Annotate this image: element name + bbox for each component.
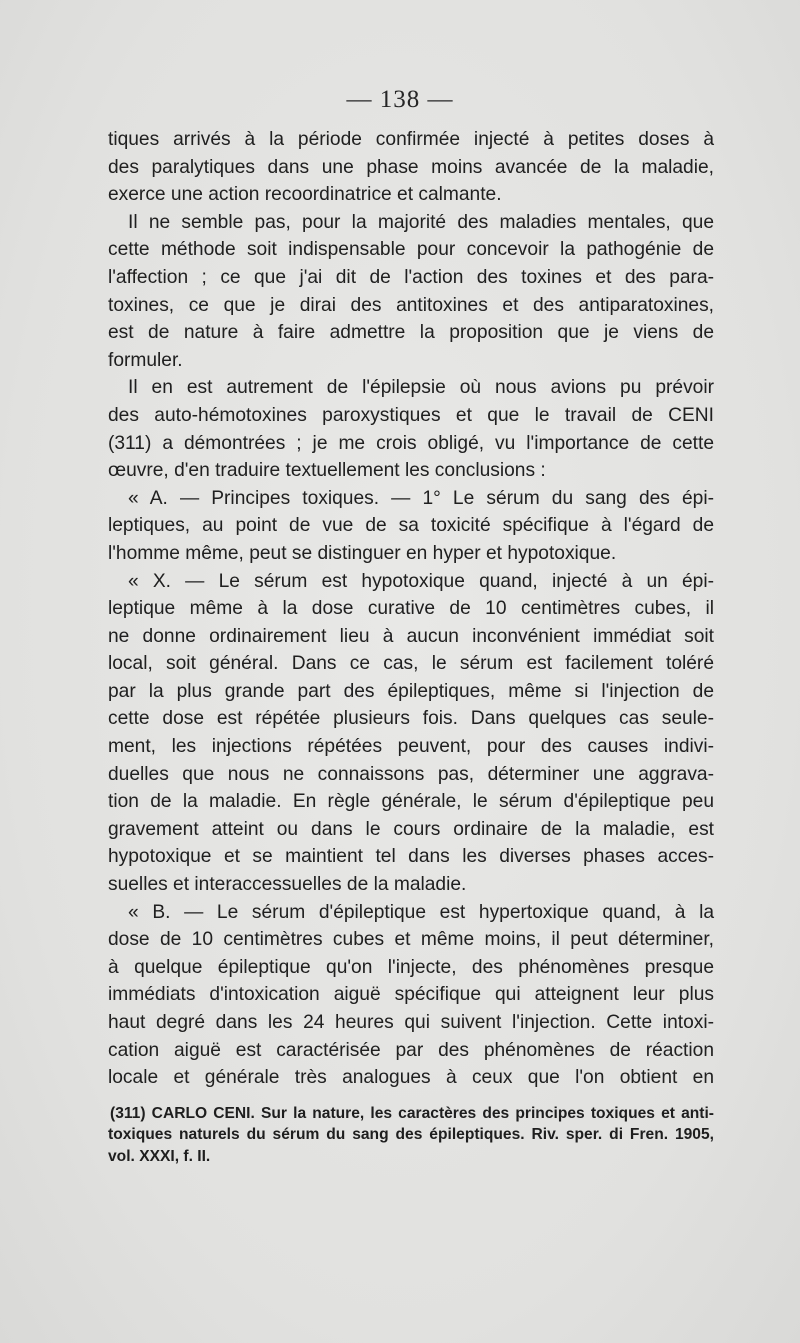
text-line: « A. — Principes toxiques. — 1° Le sérum du sang des épi-: [128, 487, 714, 509]
footnote-line: vol. XXXI, f. II.: [108, 1147, 211, 1165]
text-line: l'affection ; ce que j'ai dit de l'action des toxines et des para-: [108, 266, 714, 288]
text-line: hypotoxique et se maintient tel dans les diverses phases acces-: [108, 846, 714, 868]
text-line: dose de 10 centimètres cubes et même moins, il peut déterminer,: [108, 929, 714, 951]
text-line: (311) a démontrées ; je me crois obligé, vu l'importance de cette: [108, 432, 714, 454]
text-line: l'homme même, peut se distinguer en hyper et hypotoxique.: [108, 542, 617, 564]
text-line: des paralytiques dans une phase moins avancée de la maladie,: [108, 156, 714, 178]
text-line: cation aiguë est caractérisée par des phénomènes de réaction: [108, 1039, 714, 1061]
text-line: exerce une action recoordinatrice et calmante.: [108, 184, 502, 206]
text-line: suelles et interaccessuelles de la maladie.: [108, 874, 467, 896]
text-line: local, soit général. Dans ce cas, le sérum est facilement toléré: [108, 653, 714, 675]
text-line: est de nature à faire admettre la proposition que je viens de: [108, 322, 714, 344]
text-line: à quelque épileptique qu'on l'injecte, des phénomènes presque: [108, 956, 714, 978]
text-line: tion de la maladie. En règle générale, le sérum d'épileptique peu: [108, 791, 714, 813]
footnote: [108, 1103, 714, 1167]
text-line: œuvre, d'en traduire textuellement les conclusions :: [108, 460, 546, 482]
text-line: leptiques, au point de vue de sa toxicité spécifique à l'égard de: [108, 515, 714, 537]
body-text: [108, 126, 714, 1092]
footnote-line: (311) CARLO CENI. Sur la nature, les caractères des principes toxiques et anti-: [110, 1105, 714, 1122]
text-line: duelles que nous ne connaissons pas, déterminer une aggrava-: [108, 763, 714, 785]
text-line: toxines, ce que je dirai des antitoxines et des antiparatoxines,: [108, 294, 714, 316]
text-line: « B. — Le sérum d'épileptique est hypertoxique quand, à la: [128, 901, 714, 923]
text-line: ment, les injections répétées peuvent, pour des causes indivi-: [108, 736, 714, 758]
text-line: cette méthode soit indispensable pour concevoir la pathogénie de: [108, 239, 714, 261]
text-line: formuler.: [108, 349, 183, 371]
text-line: gravement atteint ou dans le cours ordinaire de la maladie, est: [108, 818, 714, 840]
text-line: cette dose est répétée plusieurs fois. Dans quelques cas seule-: [108, 708, 714, 730]
text-line: haut degré dans les 24 heures qui suivent l'injection. Cette intoxi-: [108, 1012, 714, 1033]
text-line: ne donne ordinairement lieu à aucun inconvénient immédiat soit: [108, 625, 714, 647]
text-line: Il ne semble pas, pour la majorité des maladies mentales, que: [128, 211, 714, 233]
footnote-line: toxiques naturels du sérum du sang des épileptiques. Riv. sper. di Fren. 1905,: [108, 1126, 714, 1144]
text-line: par la plus grande part des épileptiques, même si l'injection de: [108, 680, 714, 702]
text-line: immédiats d'intoxication aiguë spécifique qui atteignent leur plus: [108, 984, 714, 1006]
text-line: des auto-hémotoxines paroxystiques et que le travail de CENI: [108, 404, 714, 426]
page-number: — 138 —: [346, 86, 454, 113]
text-line: leptique même à la dose curative de 10 centimètres cubes, il: [108, 598, 714, 620]
text-line: « X. — Le sérum est hypotoxique quand, injecté à un épi-: [128, 570, 714, 592]
text-line: tiques arrivés à la période confirmée injecté à petites doses à: [108, 129, 714, 150]
text-line: Il en est autrement de l'épilepsie où nous avions pu prévoir: [128, 377, 714, 399]
text-line: locale et générale très analogues à ceux que l'on obtient en: [108, 1067, 714, 1089]
